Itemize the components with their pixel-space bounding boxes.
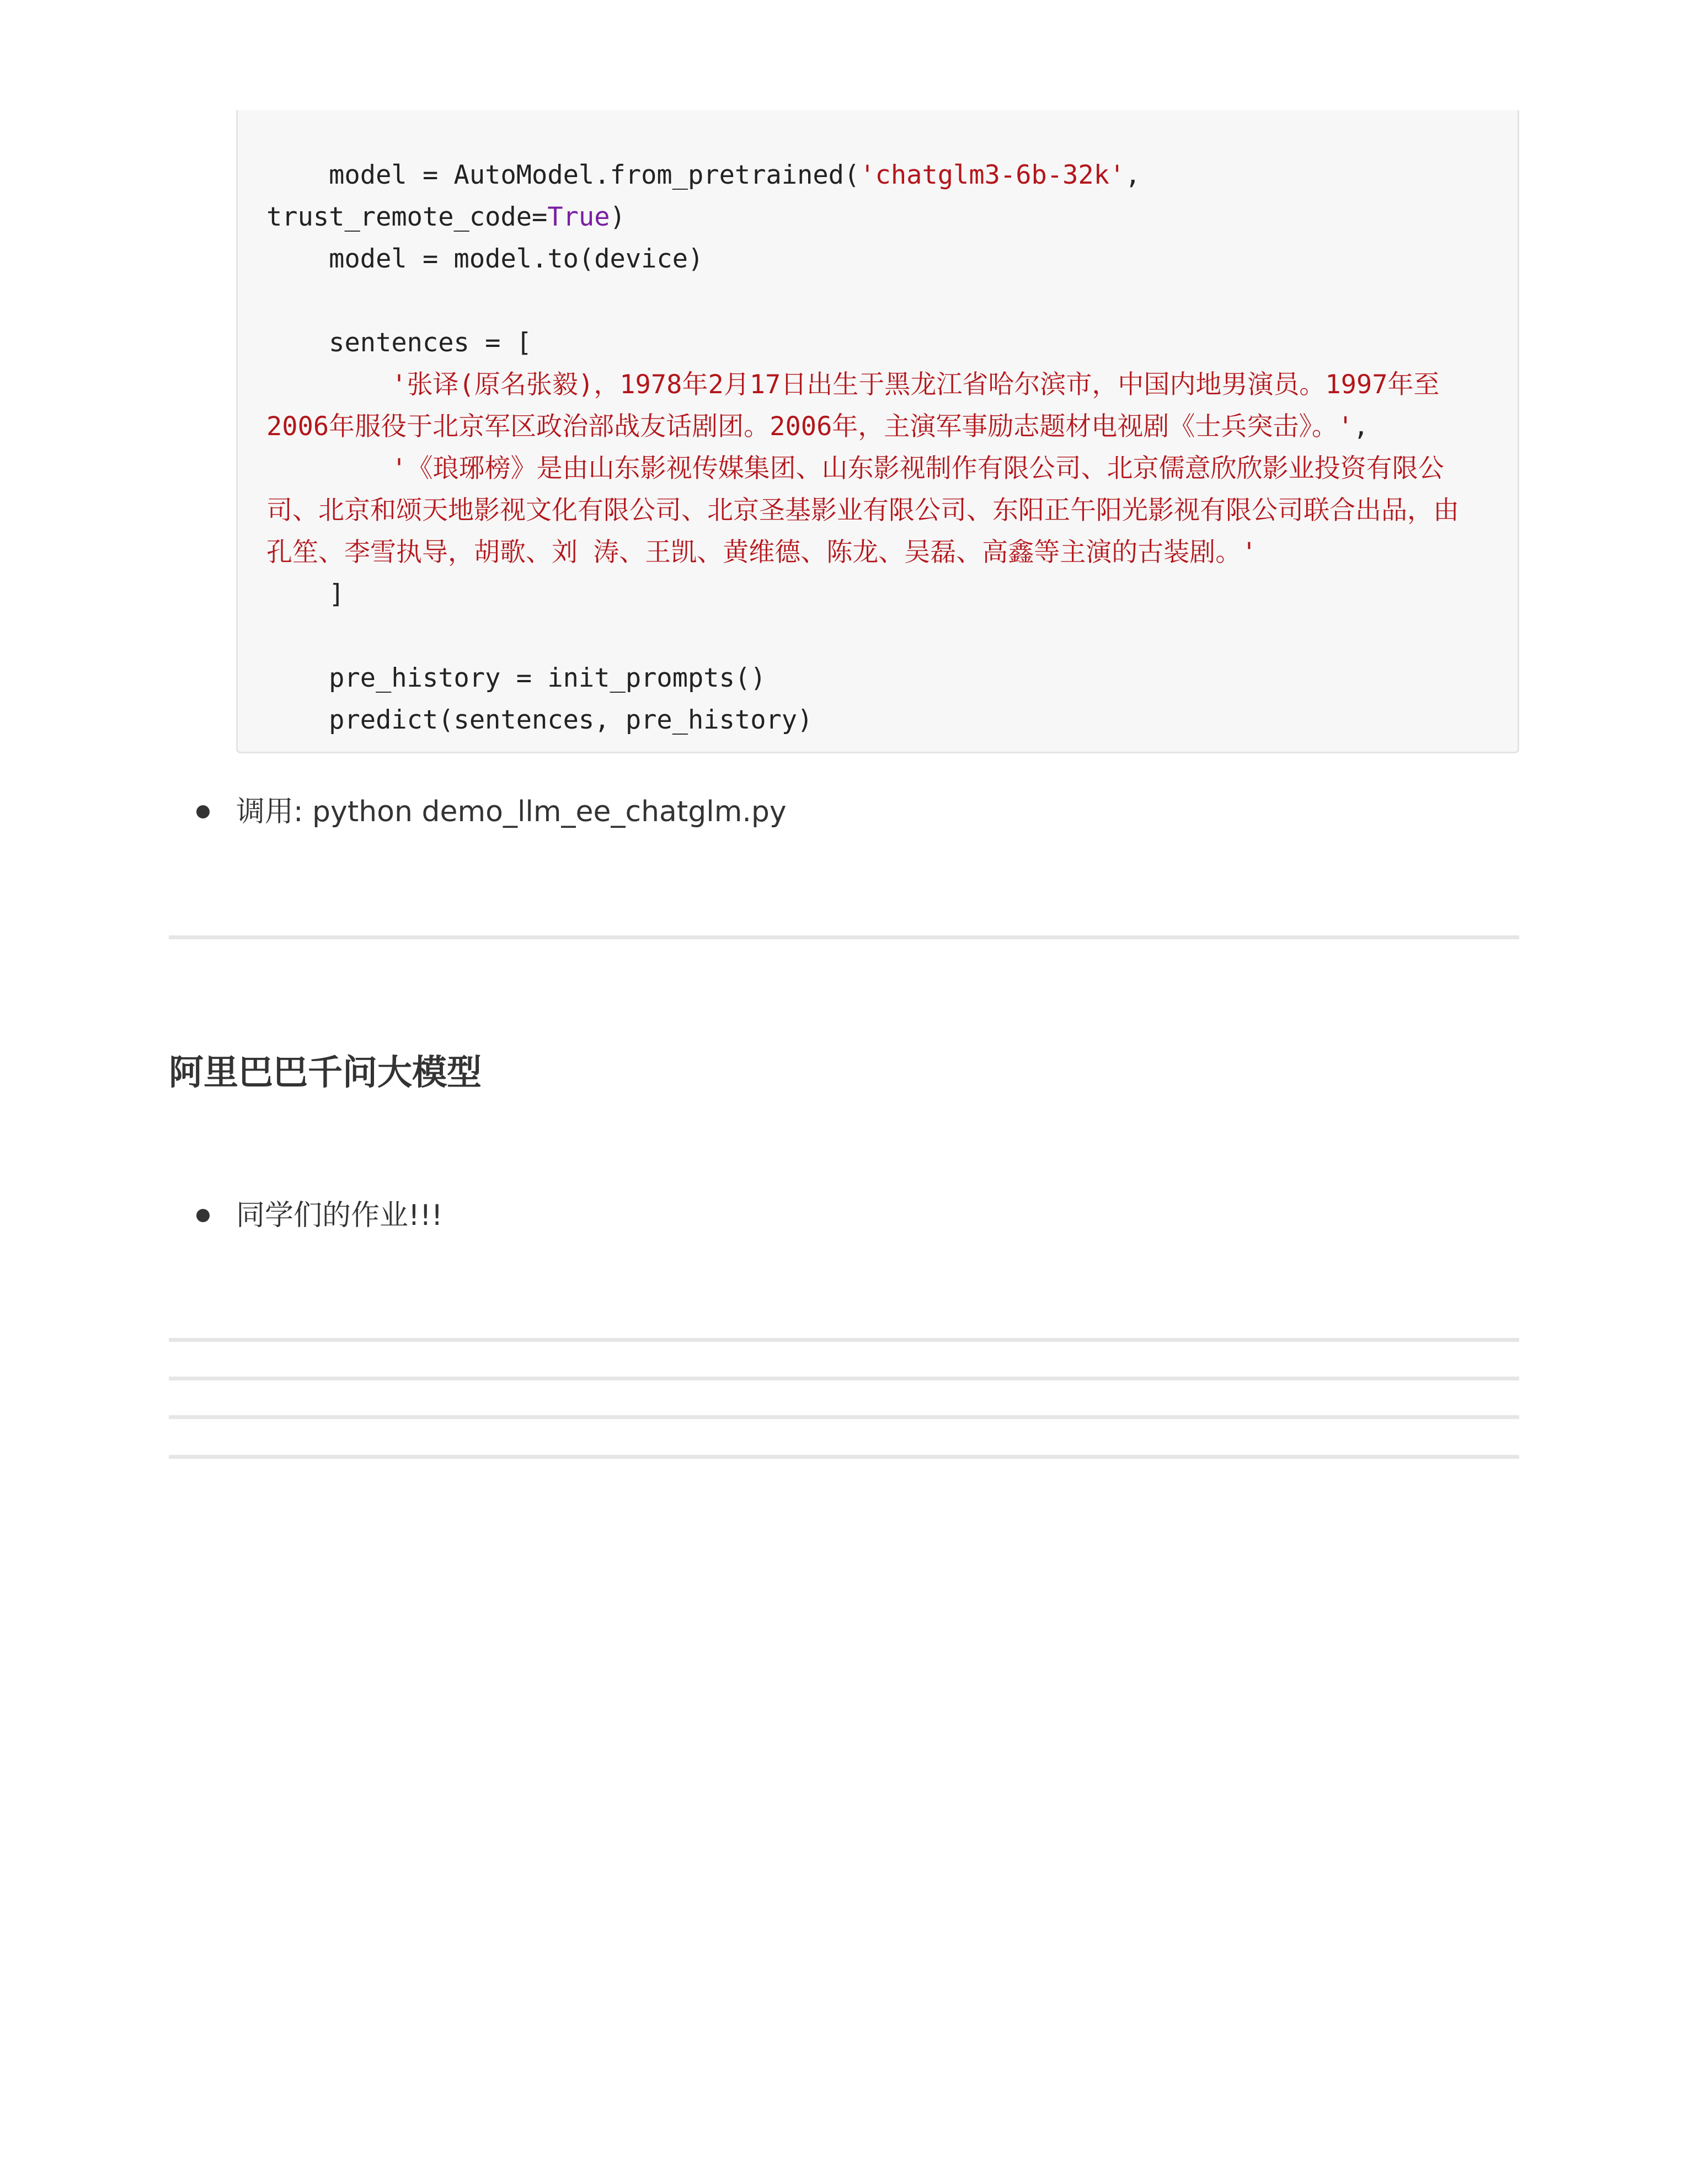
- code-string-line: 司、北京和颂天地影视文化有限公司、北京圣基影业有限公司、东阳正午阳光影视有限公司联合出品，由: [266, 495, 1459, 526]
- bullet-dot: [196, 805, 210, 818]
- horizontal-rule: [169, 1338, 1519, 1342]
- horizontal-rule: [169, 1415, 1519, 1419]
- code-block: [236, 110, 1519, 753]
- code-text: ): [610, 202, 626, 232]
- code-line: predict(sentences, pre_history): [266, 705, 813, 735]
- code-string: 'chatglm3-6b-32k': [859, 160, 1125, 190]
- code-line: pre_history = init_prompts(): [266, 663, 766, 693]
- code-string-line: '张译(原名张毅)，1978年2月17日出生于黑龙江省哈尔滨市，中国内地男演员。1997年至: [266, 370, 1440, 400]
- code-line: ]: [266, 579, 345, 609]
- code-line: model = model.to(device): [266, 244, 704, 274]
- horizontal-rule: [169, 1455, 1519, 1459]
- code-line: [266, 196, 626, 238]
- code-keyword: True: [547, 202, 610, 232]
- code-text: model = AutoModel.from_pretrained(: [266, 160, 860, 190]
- list-item: 同学们的作业!!!: [236, 1199, 443, 1232]
- code-line: [266, 154, 1141, 196]
- code-line: sentences = [: [266, 328, 532, 358]
- bullet-dot: [196, 1209, 210, 1222]
- section-heading: 阿里巴巴千问大模型: [169, 1052, 482, 1093]
- code-string-line: '《琅琊榜》是由山东影视传媒集团、山东影视制作有限公司、北京儒意欣欣影业投资有限公: [266, 453, 1444, 484]
- horizontal-rule: [169, 935, 1519, 939]
- code-line: [266, 406, 1369, 448]
- code-text: ,: [1353, 411, 1369, 442]
- code-text: trust_remote_code=: [266, 202, 548, 232]
- code-string: 2006年服役于北京军区政治部战友话剧团。2006年，主演军事励志题材电视剧《士兵突击》。': [266, 411, 1354, 442]
- code-text: ,: [1125, 160, 1141, 190]
- code-string-line: 孔笙、李雪执导，胡歌、刘 涛、王凯、黄维德、陈龙、吴磊、高鑫等主演的古装剧。': [266, 537, 1257, 568]
- list-item: 调用: python demo_llm_ee_chatglm.py: [236, 795, 787, 828]
- horizontal-rule: [169, 1377, 1519, 1380]
